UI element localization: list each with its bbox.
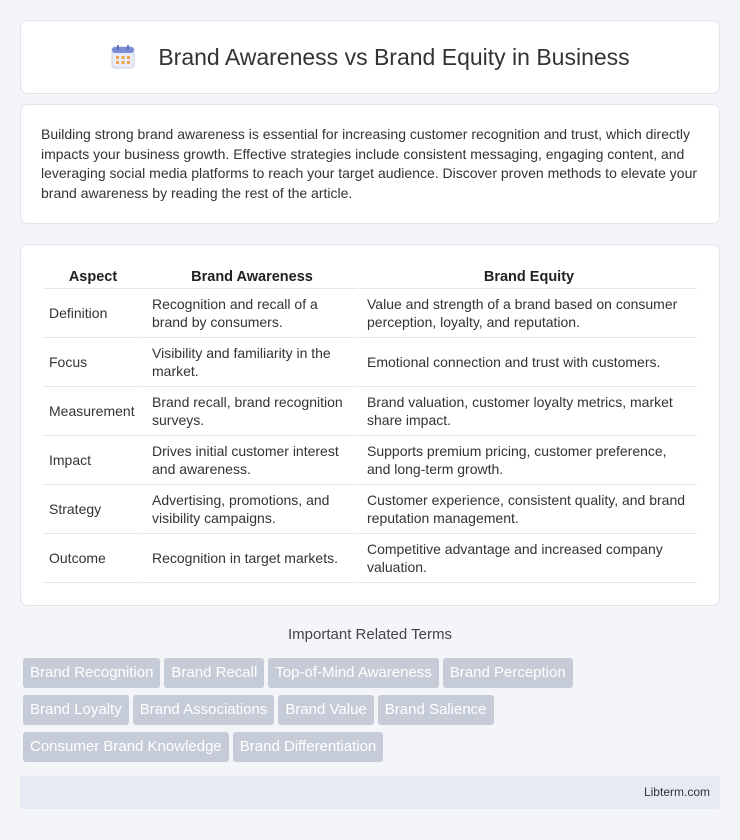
footer-site-link[interactable]: Libterm.com: [643, 785, 710, 799]
footer: [20, 776, 720, 809]
table-row: [43, 338, 697, 387]
cell-aspect: Impact: [43, 436, 143, 485]
intro-text: Building strong brand awareness is essential for increasing customer recognition and trust, which directly impacts your business growth. Effective strategies include consistent messaging, engaging content, and leveraging social media platforms to reach your target audience. Discover proven methods to elevate your brand awareness by reading the rest of the article.: [41, 126, 698, 201]
term-tag[interactable]: Brand Recognition: [23, 658, 160, 688]
intro-card: [20, 104, 720, 224]
cell-equity: Supports premium pricing, customer preference, and long-term growth.: [358, 436, 697, 485]
cell-aspect: Focus: [43, 338, 143, 387]
cell-awareness: Visibility and familiarity in the market.: [143, 338, 358, 387]
term-tag[interactable]: Top-of-Mind Awareness: [268, 658, 438, 688]
cell-equity: Brand valuation, customer loyalty metrics, market share impact.: [358, 387, 697, 436]
table-row: [43, 485, 697, 534]
table-row: [43, 387, 697, 436]
term-tag[interactable]: Consumer Brand Knowledge: [23, 732, 229, 762]
cell-equity: Competitive advantage and increased company valuation.: [358, 534, 697, 583]
page-title: Brand Awareness vs Brand Equity in Business: [158, 43, 630, 70]
header-aspect: Aspect: [43, 265, 143, 289]
header-brand-equity: Brand Equity: [358, 265, 697, 289]
header-card: [20, 20, 720, 94]
term-tag[interactable]: Brand Loyalty: [23, 695, 129, 725]
comparison-table: [43, 265, 697, 583]
term-tag[interactable]: Brand Associations: [133, 695, 275, 725]
term-tag[interactable]: Brand Differentiation: [233, 732, 383, 762]
related-terms-title: Important Related Terms: [288, 626, 452, 643]
term-tag[interactable]: Brand Salience: [378, 695, 494, 725]
cell-awareness: Recognition in target markets.: [143, 534, 358, 583]
comparison-card: [20, 244, 720, 606]
cell-awareness: Advertising, promotions, and visibility campaigns.: [143, 485, 358, 534]
term-tag[interactable]: Brand Value: [278, 695, 373, 725]
table-row: [43, 289, 697, 338]
cell-equity: Customer experience, consistent quality, and brand reputation management.: [358, 485, 697, 534]
cell-awareness: Drives initial customer interest and awareness.: [143, 436, 358, 485]
table-row: [43, 534, 697, 583]
cell-aspect: Definition: [43, 289, 143, 338]
cell-aspect: Measurement: [43, 387, 143, 436]
term-tag[interactable]: Brand Recall: [164, 658, 264, 688]
term-tag[interactable]: Brand Perception: [443, 658, 573, 688]
cell-awareness: Recognition and recall of a brand by consumers.: [143, 289, 358, 338]
cell-aspect: Strategy: [43, 485, 143, 534]
table-header-row: [43, 265, 697, 289]
related-terms-list: [23, 658, 723, 769]
calendar-icon: [110, 44, 136, 70]
cell-equity: Emotional connection and trust with customers.: [358, 338, 697, 387]
header-brand-awareness: Brand Awareness: [143, 265, 358, 289]
cell-awareness: Brand recall, brand recognition surveys.: [143, 387, 358, 436]
cell-aspect: Outcome: [43, 534, 143, 583]
cell-equity: Value and strength of a brand based on consumer perception, loyalty, and reputation.: [358, 289, 697, 338]
table-row: [43, 436, 697, 485]
